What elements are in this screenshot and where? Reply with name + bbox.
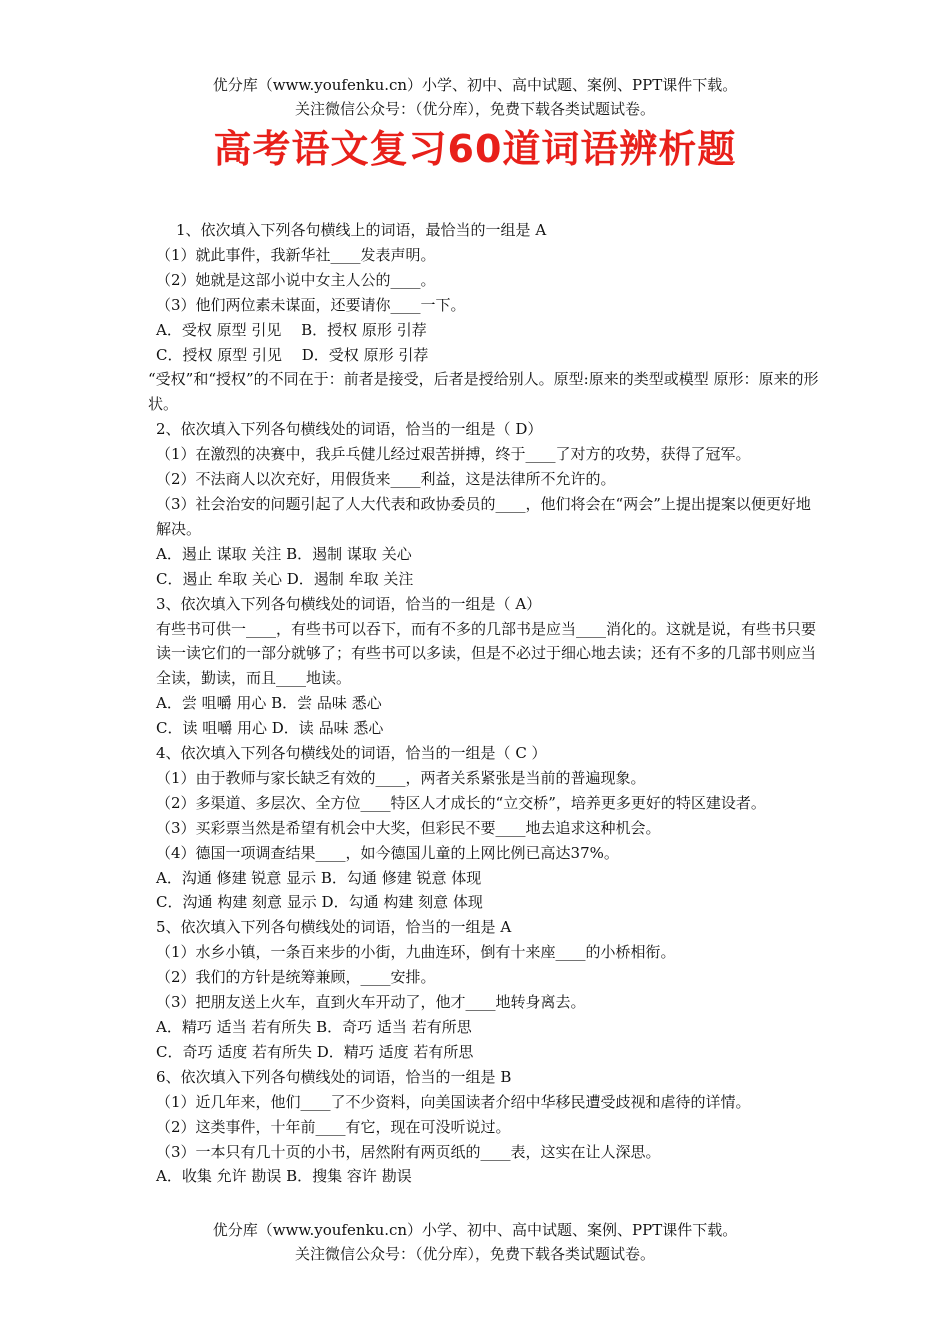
question-body xyxy=(144,218,820,1189)
text-line: C．奇巧 适度 若有所失 D．精巧 适度 若有所思 xyxy=(156,1042,474,1061)
text-line: （2）多渠道、多层次、全方位____特区人才成长的“立交桥”，培养更多更好的特区建设者。 xyxy=(156,793,766,812)
text-line: A．精巧 适当 若有所失 B．奇巧 适当 若有所思 xyxy=(156,1018,472,1036)
text-line: （2）她就是这部小说中女主人公的____。 xyxy=(156,270,436,289)
text-line: （3）他们两位素未谋面，还要请你____一下。 xyxy=(156,295,466,314)
text-line: （2）不法商人以次充好，用假货来____利益，这是法律所不允许的。 xyxy=(156,470,616,489)
text-line: A．尝 咀嚼 用心 B．尝 品味 悉心 xyxy=(156,694,382,713)
text-line: 有些书可供一____，有些书可以吞下，而有不多的几部书是应当____消化的。这就是说，有些书只要读一读它们的一部分就够了；有些书可以多读，但是不必过于细心地去读；还有不多的几部书则应当全读，勤读，而且____地读。 xyxy=(156,619,817,688)
text-line: 2、依次填入下列各句横线处的词语，恰当的一组是（ D） xyxy=(156,420,543,439)
text-line: （4）德国一项调查结果____，如今德国儿童的上网比例已高达37%。 xyxy=(156,843,619,862)
text-line: 3、依次填入下列各句横线处的词语，恰当的一组是（ A） xyxy=(156,594,542,613)
text-line: 1、依次填入下列各句横线上的词语，最恰当的一组是 A xyxy=(176,221,547,239)
text-line: C．遏止 牟取 关心 D．遏制 牟取 关注 xyxy=(156,569,414,588)
text-line: 4、依次填入下列各句横线处的词语，恰当的一组是（ C ） xyxy=(156,744,547,763)
text-line: 5、依次填入下列各句横线处的词语，恰当的一组是 A xyxy=(156,918,512,937)
text-line: C．沟通 构建 刻意 显示 D．勾通 构建 刻意 体现 xyxy=(156,893,483,912)
text-line: （1）水乡小镇，一条百来步的小街，九曲连环，倒有十来座____的小桥相衔。 xyxy=(156,943,676,962)
text-line: （1）就此事件，我新华社____发表声明。 xyxy=(156,245,436,264)
header-line-1: 优分库（www.youfenku.cn）小学、初中、高中试题、案例、PPT课件下载。 xyxy=(212,76,738,94)
text-line: A．受权 原型 引见 B．授权 原形 引荐 xyxy=(156,320,427,339)
footer-line-1: 优分库（www.youfenku.cn）小学、初中、高中试题、案例、PPT课件下载。 xyxy=(212,1221,738,1239)
text-line: 6、依次填入下列各句横线处的词语，恰当的一组是 B xyxy=(156,1067,512,1086)
text-line: （3）社会治安的问题引起了人大代表和政协委员的____，他们将会在“两会”上提出提案以便更好地解决。 xyxy=(156,494,811,538)
text-line: A．收集 允许 勘误 B．搜集 容许 勘误 xyxy=(156,1167,412,1186)
page-title: 高考语文复习60道词语辨析题 xyxy=(213,127,737,171)
text-line: （1）由于教师与家长缺乏有效的____，两者关系紧张是当前的普遍现象。 xyxy=(156,768,646,787)
header-line-2: 关注微信公众号：（优分库），免费下载各类试题试卷。 xyxy=(294,100,655,118)
text-line: C．授权 原型 引见 D．受权 原形 引荐 xyxy=(156,345,429,364)
text-line: “受权”和“授权”的不同在于：前者是接受，后者是授给别人。原型:原来的类型或模型 原形：原来的形状。 xyxy=(148,370,819,414)
text-line: （2）这类事件，十年前____有它，现在可没听说过。 xyxy=(156,1117,511,1136)
text-line: （1）近几年来，他们____了不少资料，向美国读者介绍中华移民遭受歧视和虐待的详情。 xyxy=(156,1092,751,1111)
text-line: （1）在激烈的决赛中，我乒乓健儿经过艰苦拼搏，终于____了对方的攻势，获得了冠军。 xyxy=(156,445,751,464)
text-line: （3）一本只有几十页的小书，居然附有两页纸的____表，这实在让人深思。 xyxy=(156,1142,661,1161)
text-line: （3）把朋友送上火车，直到火车开动了，他才____地转身离去。 xyxy=(156,993,586,1012)
text-line: （2）我们的方针是统筹兼顾，____安排。 xyxy=(156,968,436,987)
footer-line-2: 关注微信公众号：（优分库），免费下载各类试题试卷。 xyxy=(294,1245,655,1263)
text-line: （3）买彩票当然是希望有机会中大奖，但彩民不要____地去追求这种机会。 xyxy=(156,818,661,837)
text-line: C．读 咀嚼 用心 D．读 品味 悉心 xyxy=(156,719,384,738)
text-line: A．遏止 谋取 关注 B．遏制 谋取 关心 xyxy=(156,544,412,563)
text-line: A．沟通 修建 锐意 显示 B．勾通 修建 锐意 体现 xyxy=(156,868,482,887)
